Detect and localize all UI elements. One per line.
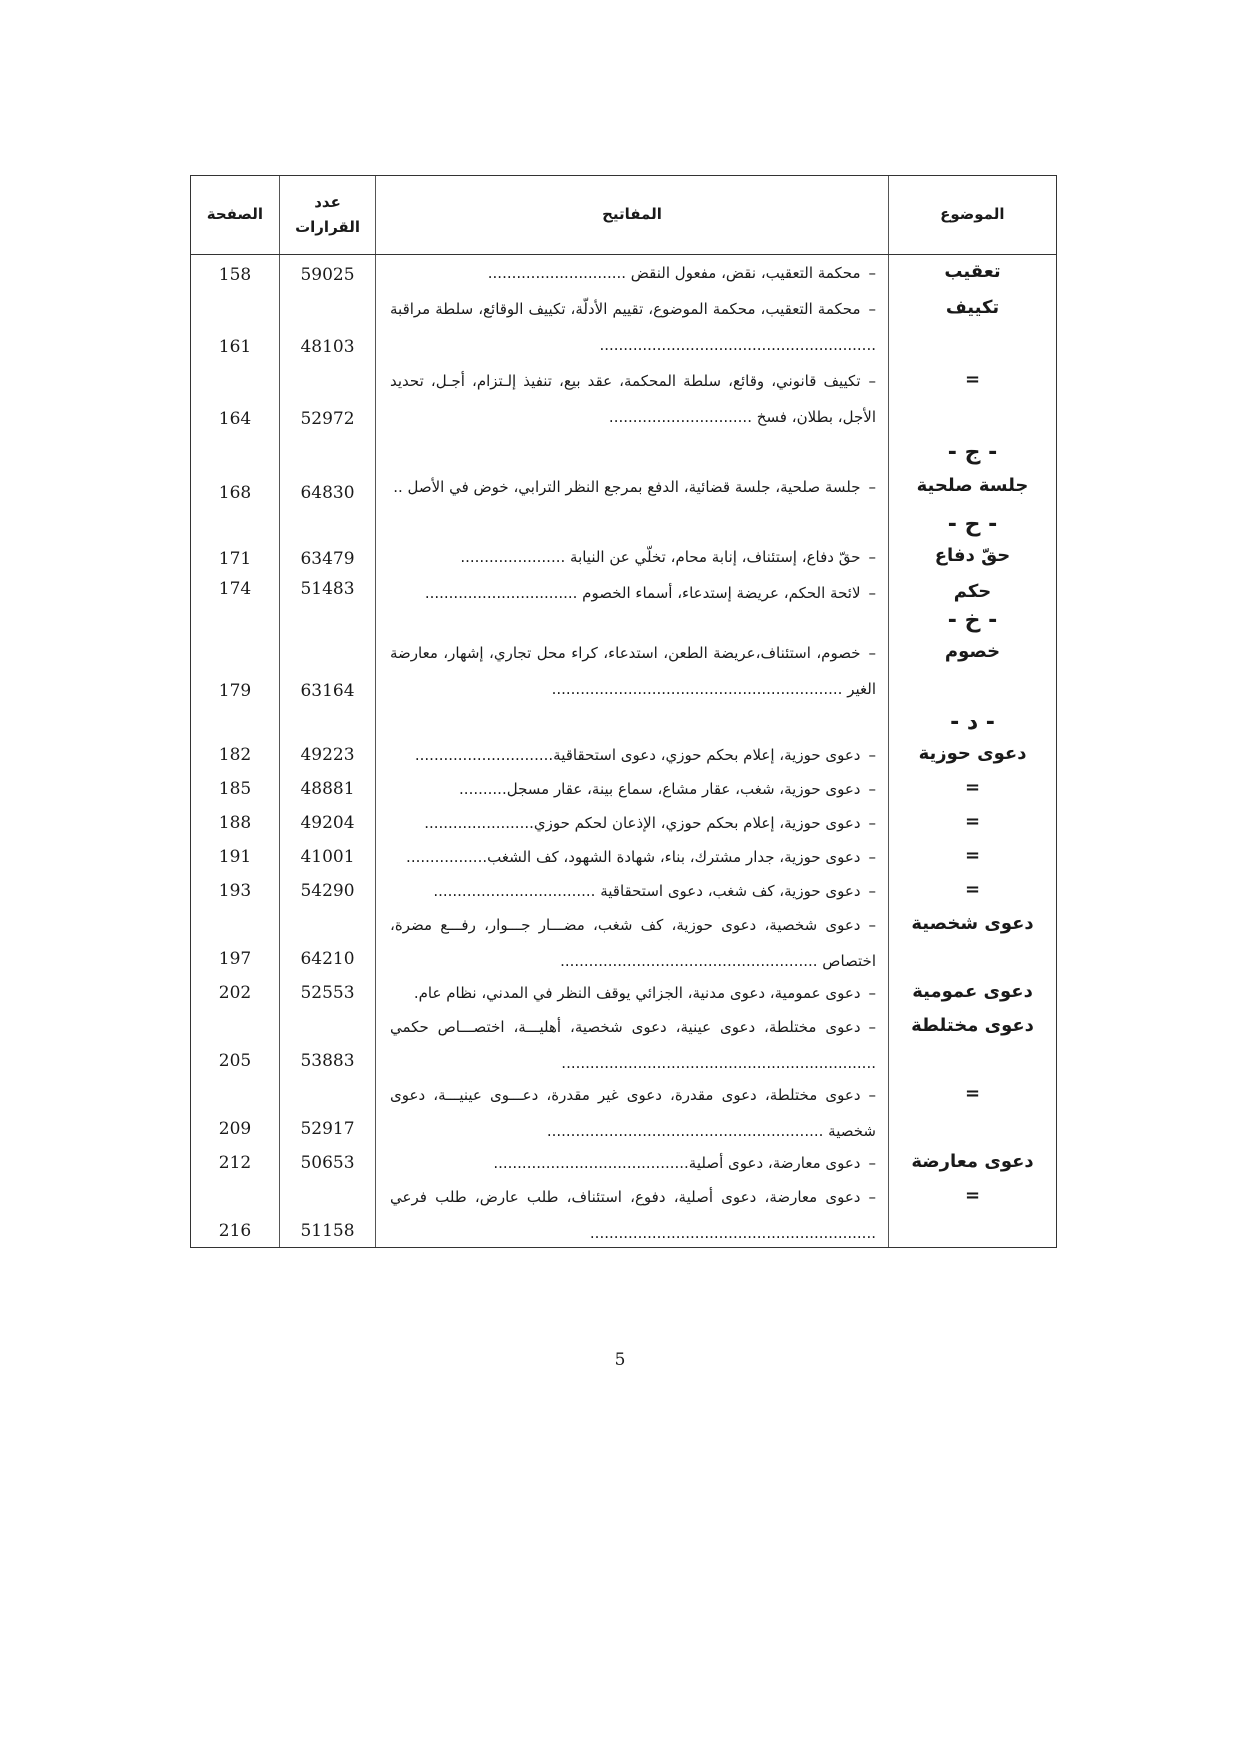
table-row [191, 1145, 1056, 1179]
table-row [191, 805, 1056, 839]
page-cell: 182 [218, 745, 252, 765]
subject-cell: دعوى حوزية [888, 737, 1056, 771]
letter-heading: - ج - [888, 435, 1056, 469]
keywords-cell [375, 1179, 888, 1247]
page-number: 5 [614, 1350, 626, 1370]
keywords-text: دعوى حوزية، جدار مشترك، بناء، شهادة الشهود، كف الشغب................. [406, 848, 861, 866]
index-table [190, 175, 1057, 1248]
dash-marker: – [868, 584, 876, 602]
decision-count-cell: 54290 [279, 873, 375, 907]
subject-cell: = [888, 363, 1056, 435]
decision-count-cell: 64830 [279, 469, 375, 509]
decision-count-cell: 64210 [279, 907, 375, 975]
dash-marker: – [868, 746, 876, 764]
keywords-text: دعوى شخصية، دعوى حوزية، كف شغب، مضـــار جـــوار، رفـــع مضرة، اختصاص ...................................................... [390, 916, 876, 970]
decision-count-cell: 48103 [279, 291, 375, 363]
decision-count-cell: 48881 [279, 771, 375, 805]
page-cell: 179 [218, 681, 252, 701]
page-cell [191, 605, 279, 635]
keywords-text: حقّ دفاع، إستئناف، إنابة محام، تخلّي عن النيابة ...................... [460, 548, 861, 566]
subject-cell: دعوى عمومية [888, 975, 1056, 1009]
table-row [191, 771, 1056, 805]
dash-marker: – [868, 1154, 876, 1172]
page-cell [191, 509, 279, 539]
dash-marker: – [868, 814, 876, 832]
table-row [191, 363, 1056, 435]
table-row [191, 255, 1056, 291]
page-cell: 191 [218, 847, 252, 867]
table-row [191, 291, 1056, 363]
keywords-text: دعوى حوزية، كف شغب، دعوى استحقاقية .................................. [433, 882, 861, 900]
dash-marker: – [868, 548, 876, 566]
page-cell: 212 [218, 1153, 252, 1173]
decision-count-cell [279, 435, 375, 469]
table-row [191, 575, 1056, 605]
subject-cell: = [888, 839, 1056, 873]
table-row [191, 635, 1056, 707]
decision-count-cell: 63479 [279, 539, 375, 575]
header-count-line1: عدد [314, 192, 341, 211]
decision-count-cell: 51158 [279, 1179, 375, 1247]
dash-marker: – [868, 780, 876, 798]
keywords-cell [375, 635, 888, 707]
keywords-cell [375, 805, 888, 839]
decision-count-cell: 59025 [279, 255, 375, 291]
keywords-cell [375, 907, 888, 975]
table-row [191, 539, 1056, 575]
header-count-line2: القرارات [295, 218, 360, 236]
letter-heading-row [191, 435, 1056, 469]
page-cell: 188 [218, 813, 252, 833]
header-page: الصفحة [206, 205, 263, 224]
dash-marker: – [868, 848, 876, 866]
page-cell: 174 [218, 579, 252, 599]
keywords-cell [375, 509, 888, 539]
subject-cell: حكم [888, 575, 1056, 605]
letter-heading-row [191, 605, 1056, 635]
keywords-cell [375, 1077, 888, 1145]
keywords-text: دعوى حوزية، إعلام بحكم حوزي، دعوى استحقاقية............................. [414, 746, 861, 764]
subject-cell: خصوم [888, 635, 1056, 707]
decision-count-cell: 63164 [279, 635, 375, 707]
page-cell: 205 [218, 1051, 252, 1071]
keywords-text: جلسة صلحية، جلسة قضائية، الدفع بمرجع النظر الترابي، خوض في الأصل .. [393, 478, 861, 496]
subject-cell: = [888, 771, 1056, 805]
subject-cell: دعوى شخصية [888, 907, 1056, 975]
dash-marker: – [868, 264, 876, 282]
decision-count-cell: 52917 [279, 1077, 375, 1145]
subject-cell: = [888, 805, 1056, 839]
keywords-cell [375, 363, 888, 435]
keywords-text: دعوى مختلطة، دعوى عينية، دعوى شخصية، أهليـــة، اختصـــاص حكمي .................................................................. [390, 1018, 876, 1072]
table-row [191, 873, 1056, 907]
subject-cell: دعوى معارضة [888, 1145, 1056, 1179]
header-decision-count [279, 176, 376, 254]
keywords-cell [375, 255, 888, 291]
dash-marker: – [868, 882, 876, 900]
dash-marker: – [868, 1086, 876, 1104]
decision-count-cell [279, 707, 375, 737]
page-cell: 216 [218, 1221, 252, 1241]
keywords-cell [375, 771, 888, 805]
decision-count-cell [279, 605, 375, 635]
page-cell: 202 [218, 983, 252, 1003]
dash-marker: – [868, 1188, 876, 1206]
decision-count-cell: 50653 [279, 1145, 375, 1179]
letter-heading: - خ - [888, 605, 1056, 635]
dash-marker: – [868, 1018, 876, 1036]
table-row [191, 907, 1056, 975]
page-cell: 171 [218, 549, 252, 569]
decision-count-cell: 51483 [279, 575, 375, 605]
table-row [191, 839, 1056, 873]
subject-cell: تعقيب [888, 255, 1056, 291]
header-keywords: المفاتيح [375, 176, 887, 254]
decision-count-cell: 49204 [279, 805, 375, 839]
keywords-cell [375, 1145, 888, 1179]
keywords-cell [375, 1009, 888, 1077]
table-row [191, 469, 1056, 509]
page-cell: 193 [218, 881, 252, 901]
keywords-text: خصوم، استئناف،عريضة الطعن، استدعاء، كراء محل تجاري، إشهار، معارضة الغير ............................................................. [390, 644, 876, 698]
keywords-cell [375, 291, 888, 363]
keywords-text: لائحة الحكم، عريضة إستدعاء، أسماء الخصوم ................................ [424, 584, 861, 602]
keywords-cell [375, 707, 888, 737]
decision-count-cell [279, 509, 375, 539]
page-cell: 185 [218, 779, 252, 799]
subject-cell: = [888, 873, 1056, 907]
decision-count-cell: 52972 [279, 363, 375, 435]
letter-heading-row [191, 707, 1056, 737]
dash-marker: – [868, 372, 876, 390]
page-cell [191, 435, 279, 469]
letter-heading: - د - [888, 707, 1056, 737]
keywords-cell [375, 539, 888, 575]
page-cell [191, 707, 279, 737]
keywords-text: تكييف قانوني، وقائع، سلطة المحكمة، عقد بيع، تنفيذ إلـتزام، أجـل، تحديد الأجل، بطلان، فسخ .............................. [390, 372, 876, 426]
dash-marker: – [868, 984, 876, 1002]
decision-count-cell: 52553 [279, 975, 375, 1009]
keywords-text: دعوى معارضة، دعوى أصلية......................................... [493, 1154, 861, 1172]
keywords-text: محكمة التعقيب، محكمة الموضوع، تقييم الأدلّة، تكييف الوقائع، سلطة مراقبة .......................................................... [390, 300, 876, 354]
keywords-cell [375, 575, 888, 605]
header-subject: الموضوع [888, 176, 1056, 254]
subject-cell: دعوى مختلطة [888, 1009, 1056, 1077]
keywords-text: دعوى حوزية، شغب، عقار مشاع، سماع بينة، عقار مسجل.......... [459, 780, 861, 798]
keywords-cell [375, 975, 888, 1009]
table-row [191, 1077, 1056, 1145]
decision-count-cell: 41001 [279, 839, 375, 873]
keywords-cell [375, 839, 888, 873]
subject-cell: حقّ دفاع [888, 539, 1056, 575]
page-cell: 164 [218, 409, 252, 429]
dash-marker: – [868, 916, 876, 934]
keywords-cell [375, 737, 888, 771]
subject-cell: = [888, 1179, 1056, 1247]
subject-cell: جلسة صلحية [888, 469, 1056, 509]
decision-count-cell: 53883 [279, 1009, 375, 1077]
keywords-text: دعوى حوزية، إعلام بحكم حوزي، الإذعان لحكم حوزي....................... [424, 814, 861, 832]
subject-cell: = [888, 1077, 1056, 1145]
table-header [191, 176, 1056, 255]
dash-marker: – [868, 300, 876, 318]
keywords-text: محكمة التعقيب، نقض، مفعول النقض ............................. [487, 264, 861, 282]
keywords-cell [375, 435, 888, 469]
dash-marker: – [868, 478, 876, 496]
table-row [191, 1179, 1056, 1247]
page-cell: 158 [218, 265, 252, 285]
letter-heading-row [191, 509, 1056, 539]
keywords-text: دعوى عمومية، دعوى مدنية، الجزائي يوقف النظر في المدني، نظام عام. [413, 984, 861, 1002]
keywords-text: دعوى معارضة، دعوى أصلية، دفوع، استئناف، طلب عارض، طلب فرعي ............................................................ [390, 1188, 876, 1242]
page-cell: 161 [218, 337, 252, 357]
keywords-cell [375, 469, 888, 509]
table-row [191, 737, 1056, 771]
table-row [191, 975, 1056, 1009]
page-cell: 168 [218, 483, 252, 503]
page-cell: 209 [218, 1119, 252, 1139]
dash-marker: – [868, 644, 876, 662]
keywords-cell [375, 873, 888, 907]
decision-count-cell: 49223 [279, 737, 375, 771]
page-cell: 197 [218, 949, 252, 969]
letter-heading: - ح - [888, 509, 1056, 539]
table-row [191, 1009, 1056, 1077]
keywords-text: دعوى مختلطة، دعوى مقدرة، دعوى غير مقدرة، دعـــوى عينيـــة، دعوى شخصية .......................................................... [390, 1086, 876, 1140]
subject-cell: تكييف [888, 291, 1056, 363]
table-body [191, 255, 1056, 1247]
keywords-cell [375, 605, 888, 635]
